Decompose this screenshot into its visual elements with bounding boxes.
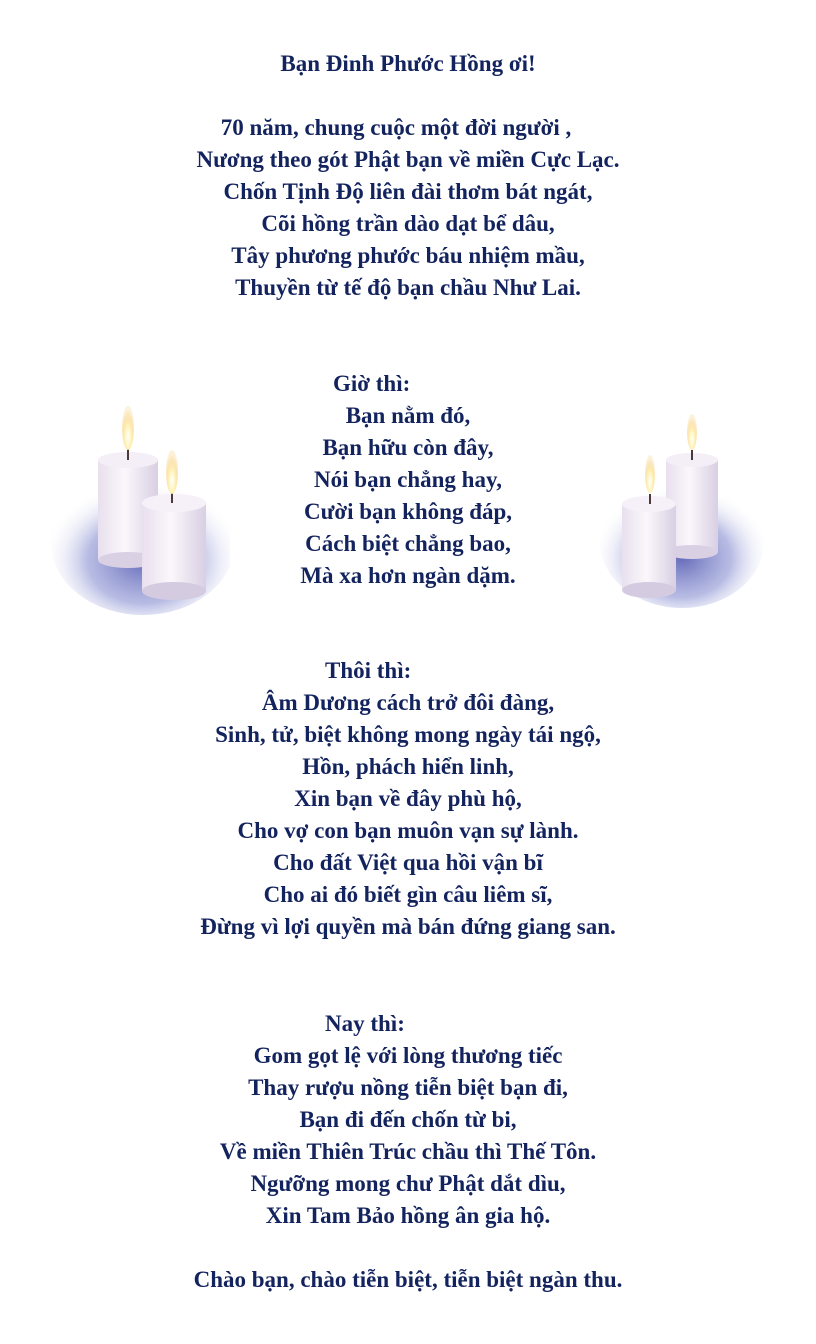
stanza2-heading: Giờ thì:	[333, 371, 411, 396]
stanza2-line-2: Bạn hữu còn đây,	[322, 435, 494, 460]
stanza3-line-1: Âm Dương cách trở đôi đàng,	[261, 690, 555, 715]
stanza4-line-4: Về miền Thiên Trúc chầu thì Thế Tôn.	[219, 1139, 597, 1164]
stanza1-line-4: Cõi hồng trần dào dạt bể dâu,	[261, 211, 555, 236]
stanza3-heading: Thôi thì:	[325, 658, 412, 683]
stanza4-line-1: Gom gọt lệ với lòng thương tiếc	[253, 1043, 563, 1068]
stanza2-line-3: Nói bạn chẳng hay,	[314, 467, 502, 492]
stanza2-line-6: Mà xa hơn ngàn dặm.	[300, 563, 516, 588]
closing-line: Chào bạn, chào tiễn biệt, tiễn biệt ngàn thu.	[193, 1267, 623, 1292]
stanza3-line-6: Cho đất Việt qua hồi vận bĩ	[273, 850, 543, 875]
stanza4-line-2: Thay rượu nồng tiễn biệt bạn đi,	[248, 1075, 568, 1100]
stanza1-line-1: 70 năm, chung cuộc một đời người ,	[220, 115, 572, 140]
stanza3-line-8: Đừng vì lợi quyền mà bán đứng giang san.	[200, 914, 616, 939]
stanza4-line-6: Xin Tam Bảo hồng ân gia hộ.	[265, 1203, 551, 1228]
stanza4-heading: Nay thì:	[325, 1011, 405, 1036]
stanza1-line-6: Thuyền từ tế độ bạn chầu Như Lai.	[235, 275, 581, 300]
poem-title: Bạn Đinh Phước Hồng ơi!	[280, 51, 536, 76]
stanza3-line-5: Cho vợ con bạn muôn vạn sự lành.	[237, 818, 579, 843]
stanza3-line-7: Cho ai đó biết gìn câu liêm sĩ,	[263, 882, 553, 907]
stanza4-line-3: Bạn đi đến chốn từ bi,	[299, 1107, 517, 1132]
stanza2-line-1: Bạn nằm đó,	[345, 403, 471, 428]
stanza3-line-3: Hồn, phách hiển linh,	[302, 754, 514, 779]
stanza1-line-2: Nương theo gót Phật bạn về miền Cực Lạc.	[196, 147, 620, 172]
stanza3-line-2: Sinh, tử, biệt không mong ngày tái ngộ,	[215, 722, 601, 747]
stanza4-line-5: Ngưỡng mong chư Phật dắt dìu,	[250, 1171, 566, 1196]
stanza1-line-5: Tây phương phước báu nhiệm mầu,	[231, 243, 585, 268]
stanza3-line-4: Xin bạn về đây phù hộ,	[294, 786, 522, 811]
stanza1-line-3: Chốn Tịnh Độ liên đài thơm bát ngát,	[223, 179, 593, 204]
stanza2-line-4: Cười bạn không đáp,	[303, 499, 513, 524]
stanza2-line-5: Cách biệt chẳng bao,	[305, 531, 511, 556]
